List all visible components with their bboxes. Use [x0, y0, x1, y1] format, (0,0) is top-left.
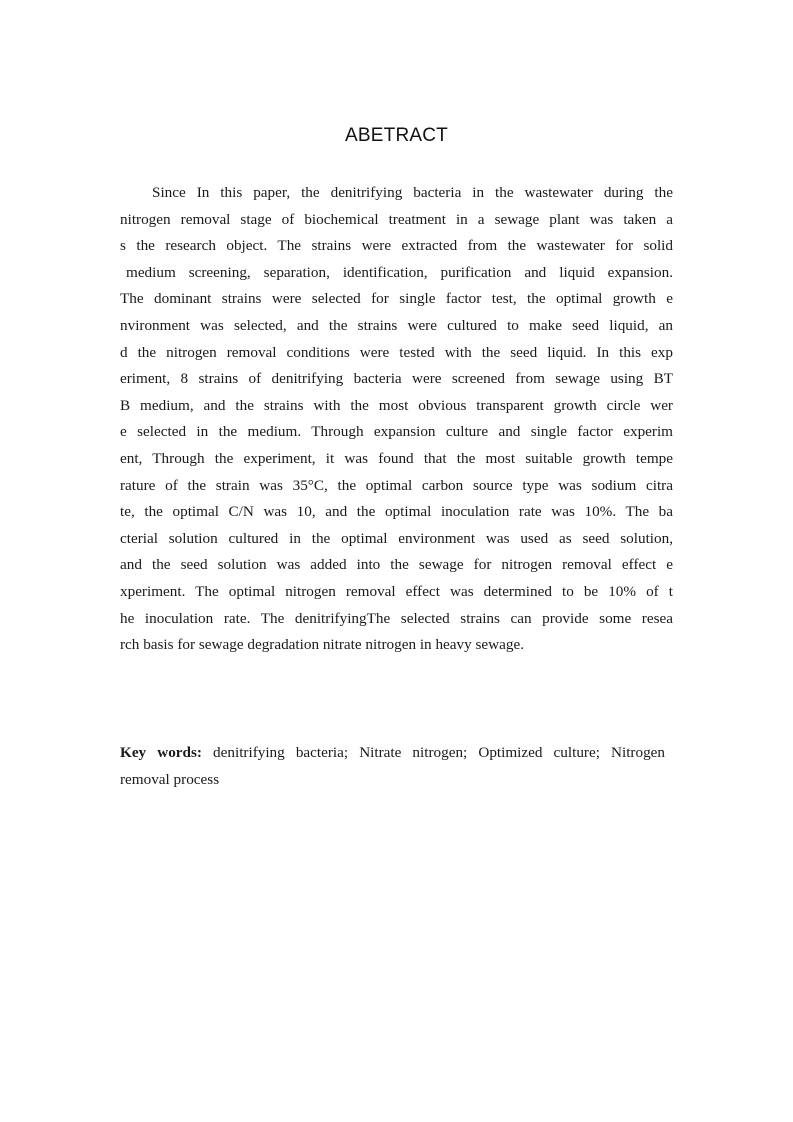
keywords-text: denitrifying bacteria; Nitrate nitrogen; Optimized culture; Nitrogen — [213, 744, 665, 761]
abstract-line: medium screening, separation, identification, purification and liquid expansion. — [126, 263, 673, 281]
keywords-section — [120, 739, 665, 793]
abstract-line: d the nitrogen removal conditions were tested with the seed liquid. In this exp — [120, 343, 673, 361]
abstract-line: he inoculation rate. The denitrifyingThe selected strains can provide some resea — [120, 609, 673, 627]
abstract-line: te, the optimal C/N was 10, and the optimal inoculation rate was 10%. The ba — [120, 503, 673, 521]
abstract-line: nitrogen removal stage of biochemical treatment in a sewage plant was taken a — [120, 210, 673, 228]
abstract-line: and the seed solution was added into the sewage for nitrogen removal effect e — [120, 556, 673, 574]
abstract-line: rature of the strain was 35°C, the optimal carbon source type was sodium citra — [120, 476, 673, 494]
abstract-line: s the research object. The strains were extracted from the wastewater for solid — [120, 237, 673, 255]
keywords-line — [120, 739, 665, 766]
abstract-line: nvironment was selected, and the strains were cultured to make seed liquid, an — [120, 316, 673, 334]
abstract-line: The dominant strains were selected for single factor test, the optimal growth e — [120, 290, 673, 308]
keywords-label: Key words: — [120, 744, 202, 761]
abstract-line: B medium, and the strains with the most obvious transparent growth circle wer — [120, 396, 673, 414]
abstract-body — [120, 180, 673, 659]
abstract-line: rch basis for sewage degradation nitrate nitrogen in heavy sewage. — [120, 636, 525, 654]
abstract-line: Since In this paper, the denitrifying bacteria in the wastewater during the — [152, 184, 673, 201]
abstract-line: ent, Through the experiment, it was found that the most suitable growth tempe — [120, 449, 673, 467]
keywords-line-continued: removal process — [120, 771, 220, 788]
abstract-line: xperiment. The optimal nitrogen removal effect was determined to be 10% of t — [120, 582, 673, 600]
abstract-line: e selected in the medium. Through expansion culture and single factor experim — [120, 423, 673, 441]
abstract-line: eriment, 8 strains of denitrifying bacteria were screened from sewage using BT — [120, 370, 673, 388]
page-title: ABETRACT — [345, 125, 448, 146]
abstract-line: cterial solution cultured in the optimal environment was used as seed solution, — [120, 529, 673, 547]
